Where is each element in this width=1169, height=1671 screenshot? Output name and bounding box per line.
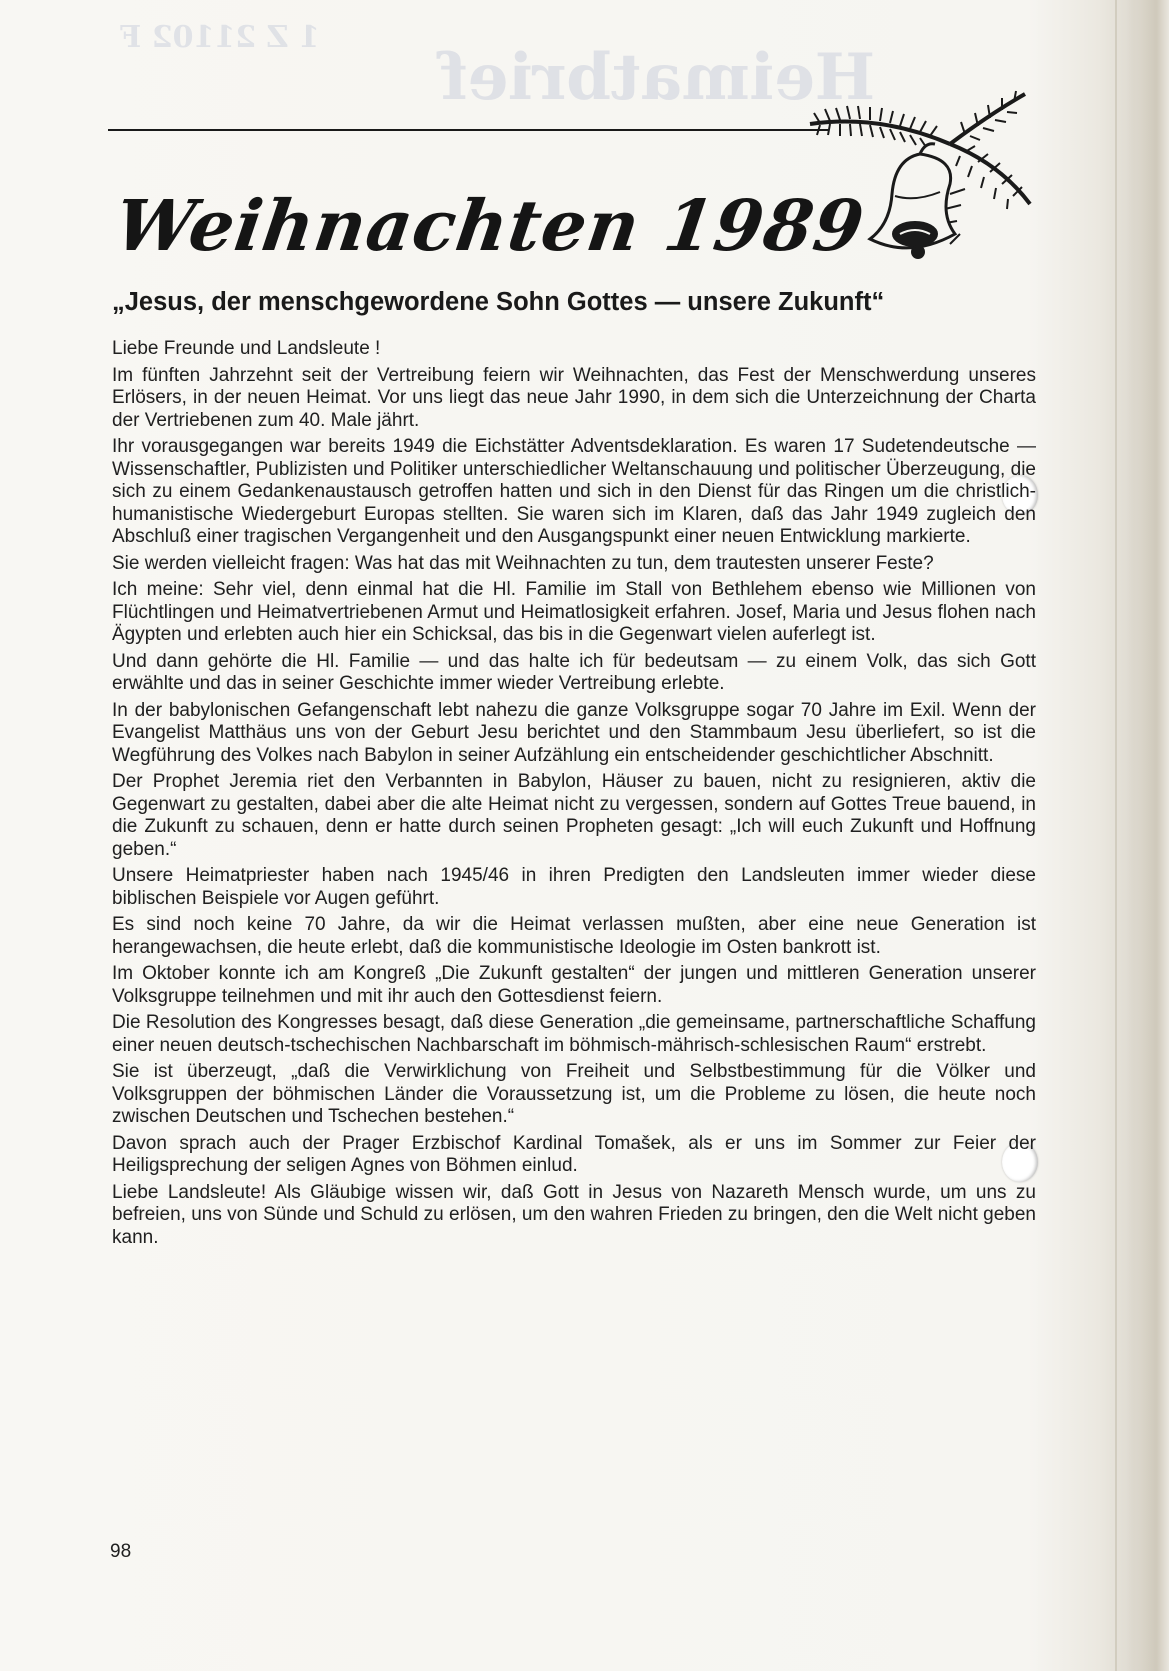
- paragraph: Liebe Freunde und Landsleute !: [112, 338, 381, 359]
- paragraph: Ihr vorausgegangen war bereits 1949 die Eichstätter Adventsdeklaration. Es waren 17 Sudetendeutsche — Wissenschaftler, Publizisten und Politiker unterschiedlicher Weltanschauung und politischer Überzeugung, die sich zu einem Gedankenaustausch getroffen hatten und sich in den Dienst für das Ringen um die christlich-humanistische Wiedergeburt Europas stellten. Sie waren sich im Klaren, daß das Jahr 1949 zugleich den Abschluß einer tragischen Vergangenheit und den Ausgangspunkt einer neuen Entwicklung markierte.: [112, 436, 1036, 547]
- paragraph: In der babylonischen Gefangenschaft lebt nahezu die ganze Volksgruppe sogar 70 Jahre im Exil. Wenn der Evangelist Matthäus uns von der Geburt Jesu berichtet und den Stammbaum Jesu überliefert, so ist die Wegführung des Volkes nach Babylon in seiner Aufzählung ein entscheidender geschichtlicher Abschnitt.: [112, 699, 1036, 766]
- article-subtitle: „Jesus, der menschgewordene Sohn Gottes — unsere Zukunft“: [112, 288, 885, 316]
- paragraph: Die Resolution des Kongresses besagt, daß diese Generation „die gemeinsame, partnerschaftliche Schaffung einer neuen deutsch-tschechischen Nachbarschaft im böhmisch-mährisch-schlesischen Raum“ erstrebt.: [112, 1012, 1036, 1056]
- paragraph: Im Oktober konnte ich am Kongreß „Die Zukunft gestalten“ der jungen und mittleren Generation unserer Volksgruppe teilnehmen und mit ihr auch den Gottesdienst feiern.: [112, 963, 1036, 1007]
- paragraph: Im fünften Jahrzehnt seit der Vertreibung feiern wir Weihnachten, das Fest der Menschwerdung unseres Erlösers, in der neuen Heimat. Vor uns liegt das neue Jahr 1990, in dem sich die Unterzeichnung der Charta der Vertriebenen zum 40. Male jährt.: [112, 364, 1036, 431]
- paragraph: Und dann gehörte die Hl. Familie — und das halte ich für bedeutsam — zu einem Volk, das sich Gott erwählte und das in seiner Geschichte immer wieder Vertreibung erlebte.: [112, 650, 1036, 694]
- page-title: Weihnachten 1989: [110, 184, 870, 267]
- paragraph: Ich meine: Sehr viel, denn einmal hat die Hl. Familie im Stall von Bethlehem ebenso wie Millionen von Flüchtlingen und Heimatvertriebenen Armut und Heimatlosigkeit erfahren. Josef, Maria und Jesus flohen nach Ägypten und erlebten auch hier ein Schicksal, das bis in die Gegenwart vielen auferlegt ist.: [112, 579, 1036, 645]
- header-rule: [108, 129, 828, 131]
- paragraph: Sie werden vielleicht fragen: Was hat das mit Weihnachten zu tun, dem trautesten unserer Feste?: [112, 552, 934, 574]
- page-spine: [1115, 0, 1117, 1671]
- paragraph: Liebe Landsleute! Als Gläubige wissen wir, daß Gott in Jesus von Nazareth Mensch wurde, um uns zu befreien, uns von Sünde und Schuld zu erlösen, um den wahren Frieden zu bringen, den die Welt nicht geben kann.: [112, 1181, 1036, 1248]
- page-edge-shadow: [1127, 0, 1169, 1671]
- paragraph: Der Prophet Jeremia riet den Verbannten in Babylon, Häuser zu bauen, nicht zu resignieren, aktiv die Gegenwart zu gestalten, dabei aber die alte Heimat nicht zu vergessen, sondern auf Gottes Treue bauend, in die Zukunft zu schauen, denn er hatte durch seinen Propheten gesagt: „Ich will euch Zukunft und Hoffnung geben.“: [112, 771, 1036, 860]
- paragraph: Es sind noch keine 70 Jahre, da wir die Heimat verlassen mußten, aber eine neue Generation ist herangewachsen, die heute erlebt, daß die kommunistische Ideologie im Osten bankrott ist.: [112, 914, 1036, 958]
- paragraph: Davon sprach auch der Prager Erzbischof Kardinal Tomašek, als er uns im Sommer zur Feier der Heiligsprechung der seligen Agnes von Böhmen einlud.: [112, 1132, 1036, 1176]
- bleed-through-masthead: Heimatbrief: [440, 40, 876, 115]
- article-body: [112, 338, 1036, 1253]
- paragraph: Sie ist überzeugt, „daß die Verwirklichung von Freiheit und Selbstbestimmung für die Völker und Volksgruppen der böhmischen Länder die Voraussetzung ist, um die Probleme zu lösen, die heute noch zwischen Deutschen und Tschechen bestehen.“: [112, 1061, 1036, 1127]
- bleed-through-number: 1 Z 21102 F: [120, 20, 320, 55]
- page-number: 98: [110, 1541, 132, 1562]
- paragraph: Unsere Heimatpriester haben nach 1945/46 in ihren Predigten den Landsleuten immer wieder diese biblischen Beispiele vor Augen geführt.: [112, 865, 1036, 909]
